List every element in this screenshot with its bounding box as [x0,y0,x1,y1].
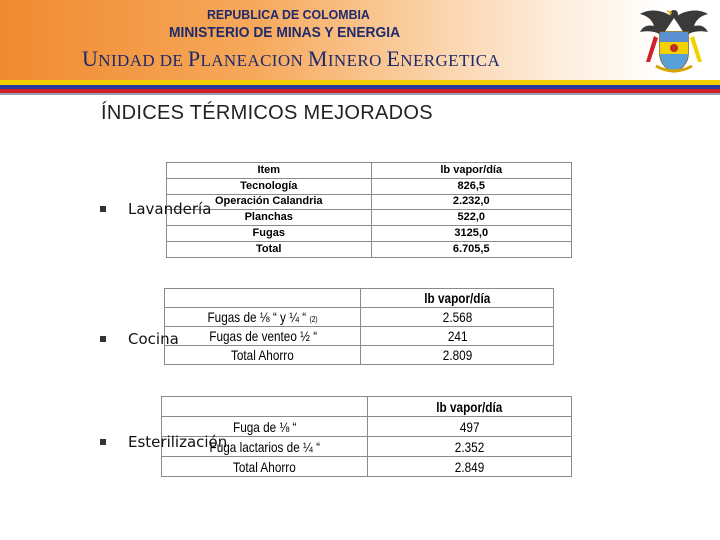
table-cell-value: 2.352 [368,437,572,457]
table-row [167,210,572,226]
table-cell-value: 2.809 [361,346,554,365]
bullet-cocina [100,330,179,348]
table-cell-value: 497 [368,417,572,437]
table-cell-item: Fuga de ⅛ “ [162,417,368,437]
table-header-cell: lb vapor/día [371,163,572,179]
coat-of-arms-icon [636,2,712,78]
table-cocina [164,288,554,365]
table-lavanderia [166,162,572,258]
table-row [167,241,572,257]
table-cell-value: 2.849 [368,457,572,477]
bullet-square-icon [100,206,106,212]
table-cell-item: Fuga lactarios de ¼ “ [162,437,368,457]
table-row [167,194,572,210]
table-cell-item: Fugas de venteo ½ “ [165,327,361,346]
table-cell-item: Fugas de ⅛ “ y ¼ “ (2) [165,308,361,327]
table-header-cell: Item [167,163,372,179]
table-cell-item: Planchas [167,210,372,226]
table-cell-value: 6.705,5 [371,241,572,257]
table-header-cell [165,289,361,308]
bullet-label: Esterilización [128,433,228,451]
bullet-square-icon [100,439,106,445]
table-header-row [165,289,554,308]
header-banner [0,0,720,80]
table-row [165,327,554,346]
page-title: ÍNDICES TÉRMICOS MEJORADOS [101,102,433,124]
table-cell-value: 2.232,0 [371,194,572,210]
table-row [167,178,572,194]
header-unit: UNIDAD DE PLANEACION MINERO ENERGETICA [82,46,501,71]
table-cell-item: Operación Calandria [167,194,372,210]
table-row [165,346,554,365]
table-cell-item: Total Ahorro [162,457,368,477]
bullet-label: Lavandería [128,200,212,218]
header-ministry: MINISTERIO DE MINAS Y ENERGIA [169,24,401,41]
table-cell-value: 241 [361,327,554,346]
table-cell-item: Total Ahorro [165,346,361,365]
table-header-cell [162,397,368,417]
table-header-row [162,397,572,417]
footnote-marker: (2) [309,315,318,324]
table-cell-item: Tecnología [167,178,372,194]
bullet-lavanderia [100,200,211,218]
table-cell-item: Fugas [167,226,372,242]
table-cell-value: 2.568 [361,308,554,327]
table-row [162,457,572,477]
header-country: REPUBLICA DE COLOMBIA [207,7,370,22]
table-row [167,226,572,242]
bullet-label: Cocina [128,330,179,348]
table-header-cell: lb vapor/día [368,397,572,417]
table-cell-value: 3125,0 [371,226,572,242]
table-header-row [167,163,572,179]
table-cell-item: Total [167,241,372,257]
bullet-square-icon [100,336,106,342]
bullet-esterilizacion [100,433,227,451]
flag-stripe-gray [0,93,720,95]
table-cell-value: 522,0 [371,210,572,226]
table-header-cell: lb vapor/día [361,289,554,308]
table-row [165,308,554,327]
table-cell-value: 826,5 [371,178,572,194]
